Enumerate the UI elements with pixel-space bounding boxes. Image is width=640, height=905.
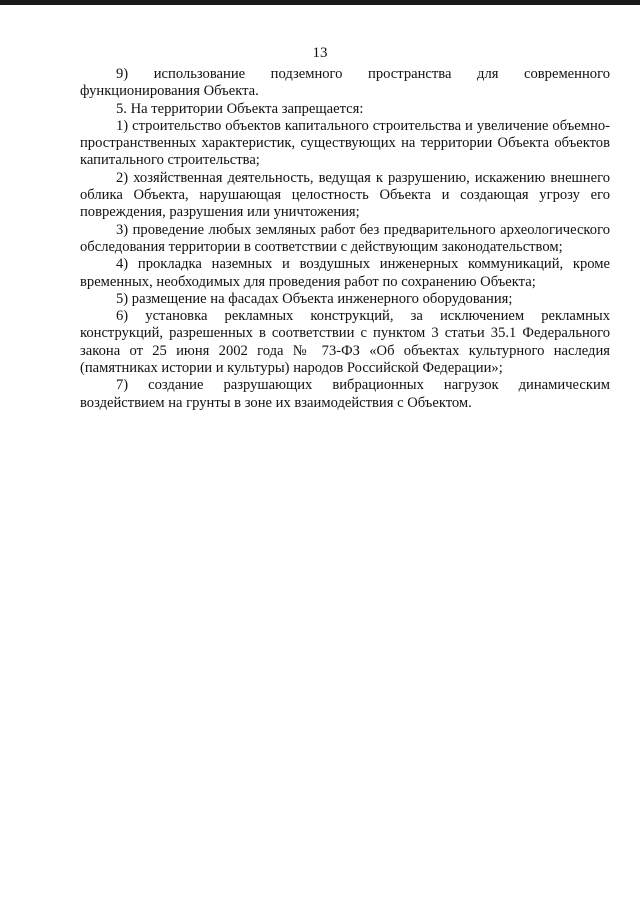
page-number: 13 [312, 45, 328, 61]
paragraph-item-6: 6) установка рекламных конструкций, за исключением рекламных конструкций, разрешенных в соответствии с пунктом 3 статьи 35.1 Федерального закона от 25 июня 2002 года № 73-ФЗ «Об объектах культурного наследия (памятниках истории и культуры) народов Российской Федерации»; [80, 308, 610, 377]
paragraph-item-9: 9) использование подземного пространства для современного функционирования Объекта. [80, 66, 610, 100]
paragraph-item-2: 2) хозяйственная деятельность, ведущая к разрушению, искажению внешнего облика Объекта, нарушающая целостность Объекта и создающая угрозу его повреждения, разрушения или уничтожения; [80, 169, 610, 221]
paragraph-item-3: 3) проведение любых земляных работ без предварительного археологического обследования территории в соответствии с действующим законодательством; [80, 221, 610, 255]
paragraph-item-4: 4) прокладка наземных и воздушных инженерных коммуникаций, кроме временных, необходимых для проведения работ по сохранению Объекта; [80, 256, 610, 290]
paragraph-item-5: 5) размещение на фасадах Объекта инженерного оборудования; [116, 290, 513, 307]
paragraph-item-7: 7) создание разрушающих вибрационных нагрузок динамическим воздействием на грунты в зоне их взаимодействия с Объектом. [80, 377, 610, 411]
paragraph-item-1: 1) строительство объектов капитального строительства и увеличение объемно-пространственных характеристик, существующих на территории Объекта объектов капитального строительства; [80, 117, 610, 169]
document-body [80, 66, 610, 412]
paragraph-section-5-heading: 5. На территории Объекта запрещается: [116, 100, 364, 117]
scan-top-border [0, 0, 640, 5]
